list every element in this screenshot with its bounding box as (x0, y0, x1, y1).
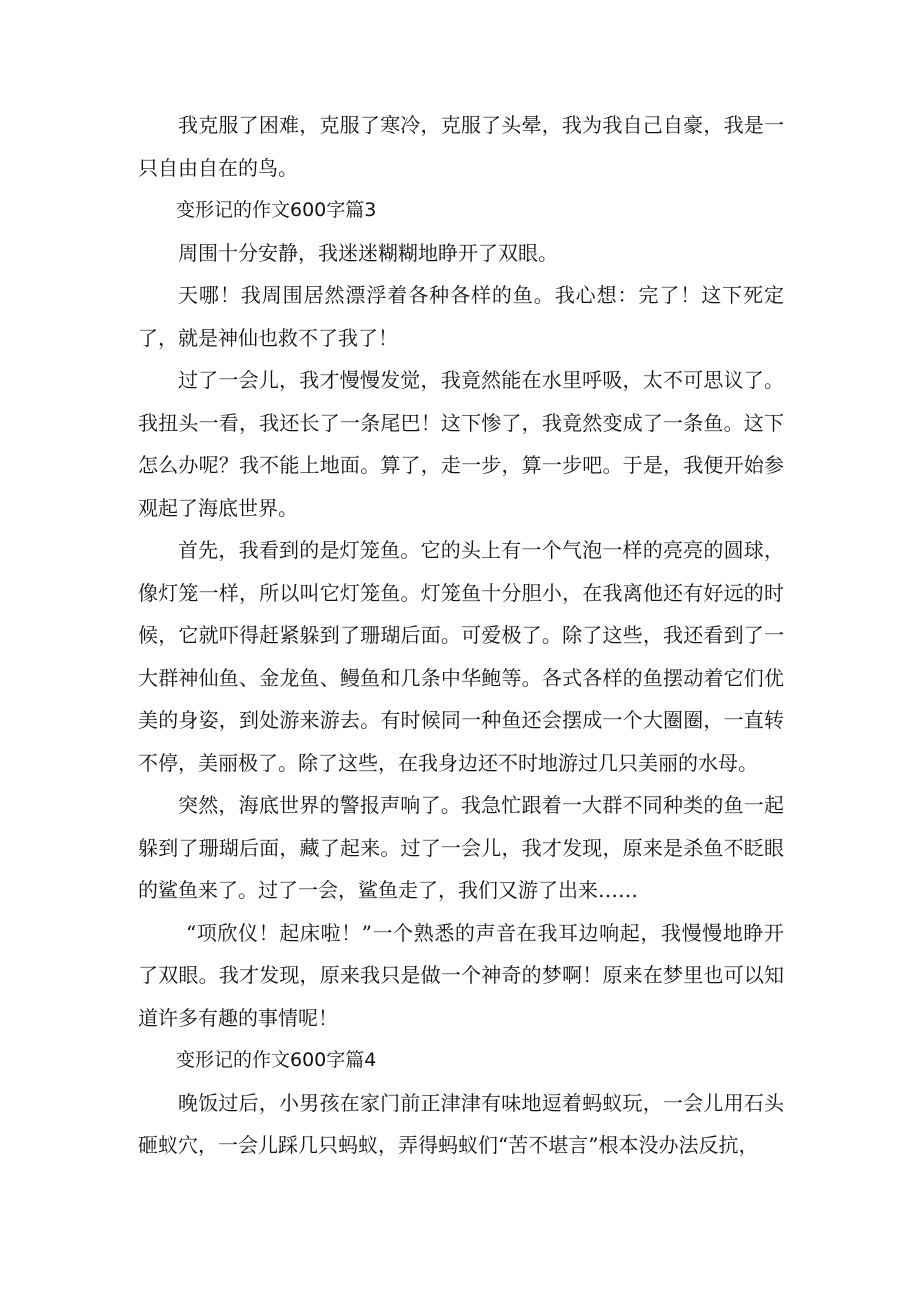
paragraph: 周围十分安静，我迷迷糊糊地睁开了双眼。 (178, 240, 558, 265)
paragraph: “项欣仪！起床啦！”一个熟悉的声音在我耳边响起，我慢慢地睁开了双眼。我才发现，原来我只是做一个神奇的梦啊！原来在梦里也可以知道许多有趣的事情呢！ (138, 920, 784, 1030)
paragraph: 首先，我看到的是灯笼鱼。它的头上有一个气泡一样的亮亮的圆球，像灯笼一样，所以叫它灯笼鱼。灯笼鱼十分胆小，在我离他还有好远的时候，它就吓得赶紧躲到了珊瑚后面。可爱极了。除了这些，我还看到了一大群神仙鱼、金龙鱼、鳗鱼和几条中华鲍等。各式各样的鱼摆动着它们优美的身姿，到处游来游去。有时候同一种鱼还会摆成一个大圈圈，一直转不停，美丽极了。除了这些，在我身边还不时地游过几只美丽的水母。 (138, 538, 784, 775)
paragraph: 过了一会儿，我才慢慢发觉，我竟然能在水里呼吸，太不可思议了。我扭头一看，我还长了一条尾巴！这下惨了，我竟然变成了一条鱼。这下怎么办呢？我不能上地面。算了，走一步，算一步吧。于是，我便开始参观起了海底世界。 (138, 368, 784, 520)
paragraph: 晚饭过后，小男孩在家门前正津津有味地逗着蚂蚁玩，一会儿用石头砸蚁穴，一会儿踩几只蚂蚁，弄得蚂蚁们“苦不堪言”根本没办法反抗， (138, 1090, 784, 1157)
paragraph: 天哪！我周围居然漂浮着各种各样的鱼。我心想：完了！这下死定了，就是神仙也救不了我了！ (138, 283, 784, 350)
section-heading: 变形记的作文600字篇4 (176, 1049, 377, 1071)
paragraph: 突然，海底世界的警报声响了。我急忙跟着一大群不同种类的鱼一起躲到了珊瑚后面，藏了起来。过了一会儿，我才发现，原来是杀鱼不眨眼的鲨鱼来了。过了一会，鲨鱼走了，我们又游了出来…… (138, 793, 784, 902)
article-body (138, 104, 784, 1167)
paragraph: 我克服了困难，克服了寒冷，克服了头晕，我为我自己自豪，我是一只自由自在的鸟。 (138, 113, 784, 180)
section-heading: 变形记的作文600字篇3 (176, 199, 377, 221)
